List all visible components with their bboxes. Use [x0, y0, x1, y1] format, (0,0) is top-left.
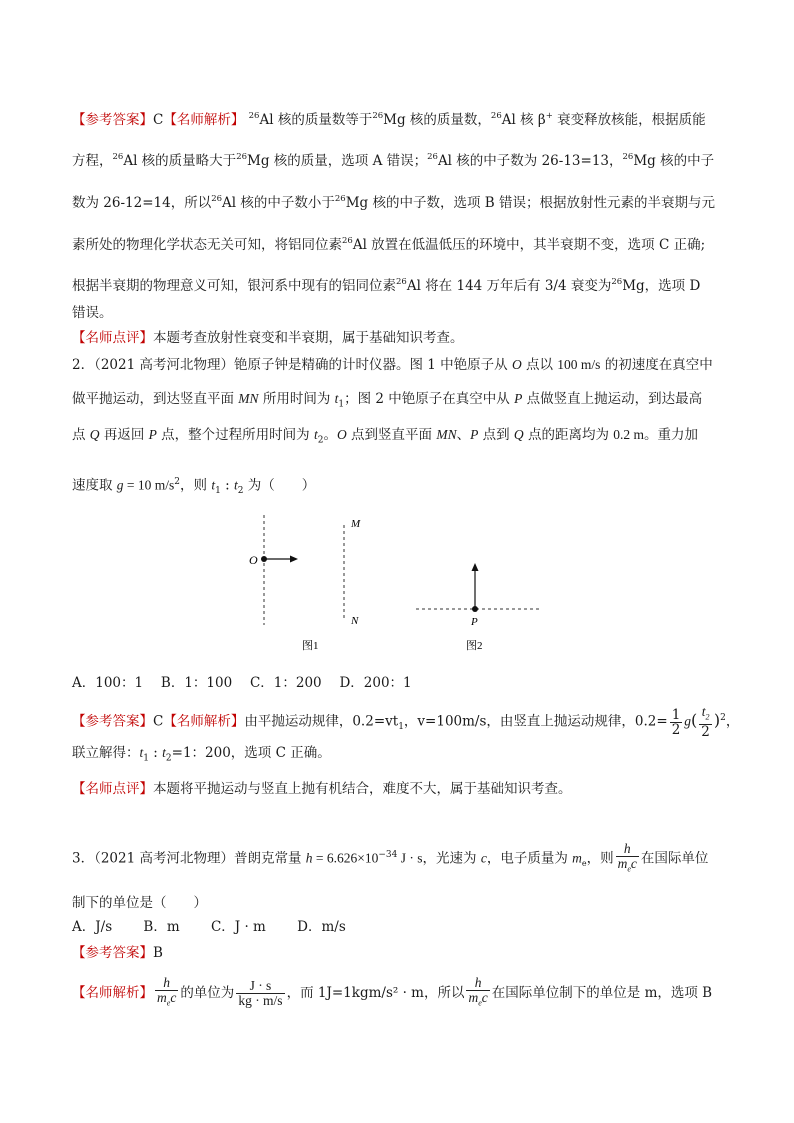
isotope-number: 26: [611, 277, 623, 287]
subscript: 1: [398, 722, 404, 733]
q2-line3: [72, 425, 698, 451]
text: Mg 核的中子数，选项 B 错误；根据放射性元素的半衰期与元: [345, 195, 715, 211]
var: c: [481, 990, 488, 1006]
var: Q: [89, 427, 100, 442]
answer-value: C: [153, 112, 164, 128]
denominator: 2: [671, 721, 681, 738]
arrowhead-up: [472, 563, 479, 571]
numerator: h: [155, 976, 178, 991]
text: 所用时间为: [258, 391, 335, 407]
text: :: [149, 745, 163, 761]
isotope-number: 26: [342, 236, 353, 246]
var: t: [313, 427, 318, 442]
denominator: [155, 991, 178, 1011]
var: MN: [238, 391, 259, 406]
analysis-label: 【名师解析】: [163, 112, 245, 128]
comment-text: 本题将平抛运动与竖直上抛有机结合，难度不大，属于基础知识考查。: [153, 781, 572, 797]
fraction-h-mec: [155, 976, 178, 1011]
fraction-h-mec-2: [466, 976, 489, 1011]
analysis-label: 【名师解析】: [163, 713, 245, 730]
text: 点到竖直平面: [346, 427, 437, 443]
var: m: [572, 850, 582, 866]
text: ，则: [586, 850, 614, 867]
isotope-number: 26: [211, 194, 223, 204]
text: 为（ ）: [243, 477, 316, 494]
comment-text: 本题考查放射性衰变和半衰期，属于基础知识考查。: [153, 330, 464, 346]
isotope-number: 26: [622, 152, 634, 162]
text: Mg 核的中子: [633, 153, 715, 169]
text: 根据半衰期的物理意义可知，银河系中现有的铝同位素: [72, 278, 396, 294]
var: m: [617, 855, 628, 871]
var: Q: [513, 427, 524, 442]
text: Mg 核的质量，选项 A 错误；: [247, 153, 428, 169]
text: 联立解得：: [72, 745, 140, 761]
text: 制下的单位是（ ）: [72, 895, 207, 911]
q3-line2: [72, 893, 207, 913]
superscript: −34: [378, 850, 398, 860]
q1-comment: [72, 328, 464, 348]
text: 2．（2021 高考河北物理）铯原子钟是精确的计时仪器。图 1 中铯原子从: [72, 357, 512, 373]
text: 做平抛运动，到达竖直平面: [72, 391, 239, 407]
numerator: 1: [671, 706, 681, 723]
text: 点做竖直上抛运动，到达最高: [522, 391, 703, 407]
q3-line1: [72, 838, 708, 881]
q1-line3: [72, 189, 715, 213]
text: 点到: [478, 427, 514, 443]
fraction-half: [670, 708, 683, 737]
answer-label: 【参考答案】: [72, 713, 153, 730]
text: ，v=100m/s，由竖直上抛运动规律，0.2=: [403, 713, 668, 730]
q1-line2: [72, 147, 714, 171]
var: t: [211, 477, 216, 493]
answer-label: 【参考答案】: [72, 112, 153, 128]
var: t: [334, 391, 339, 406]
value: 100 m/s: [557, 357, 601, 372]
subscript: e: [478, 998, 482, 1008]
value: 0.2 m: [613, 427, 645, 442]
unit: J · s: [397, 850, 423, 866]
text: 由平抛运动规律，0.2=vt: [244, 713, 399, 730]
q1-line6: [72, 303, 113, 323]
value: = 10 m/s: [123, 477, 175, 493]
q2-answer2: [72, 743, 331, 769]
text: ；图 2 中铯原子在真空中从: [344, 391, 515, 407]
label-m: M: [351, 518, 361, 530]
text: Mg 核的质量数，: [383, 112, 491, 128]
text: 、: [456, 427, 471, 443]
comment-label: 【名师点评】: [72, 781, 153, 797]
isotope-number: 26: [396, 277, 407, 287]
text: =1：200，选项 C 正确。: [171, 745, 331, 761]
text: 点的距离均为: [523, 427, 614, 443]
subscript: e: [166, 998, 171, 1008]
denominator: kg · m/s: [238, 993, 283, 1008]
figure-q2: [230, 510, 560, 660]
text: Al 核的中子数小于: [222, 195, 335, 211]
text: Al 核 β: [501, 112, 546, 128]
text: ，: [725, 713, 740, 730]
text: 3．（2021 高考河北物理）普朗克常量: [72, 850, 306, 867]
options-text: A．100：1 B．1：100 C．1：200 D．200：1: [72, 675, 412, 691]
isotope-number: 26: [112, 152, 124, 162]
text: 衰变释放核能，根据质能: [552, 112, 706, 128]
paren: ): [713, 710, 721, 730]
isotope-number: 26: [236, 152, 248, 162]
fraction-h-mec: [616, 842, 639, 877]
text: :: [220, 477, 234, 494]
text: Mg，选项 D: [622, 278, 701, 294]
var: P: [148, 427, 157, 442]
text: 点: [72, 427, 90, 443]
subscript: 2: [237, 486, 244, 497]
subscript: 1: [338, 399, 345, 410]
var: t: [162, 745, 166, 760]
caption-fig1: 图1: [302, 640, 319, 652]
text: Al 核的质量数等于: [259, 112, 373, 128]
fraction-t2: [699, 705, 712, 740]
var: P: [470, 427, 479, 442]
subscript: 1: [215, 486, 221, 497]
text: 素所处的物理化学状态无关可知，将铝同位素: [72, 237, 342, 253]
q1-line1: [72, 106, 706, 130]
var: t: [701, 703, 706, 719]
label-n: N: [351, 615, 359, 627]
q2-line4: [72, 472, 315, 501]
var: g: [116, 477, 124, 493]
text: 数为 26-12=14，所以: [72, 195, 212, 211]
numerator: [699, 705, 712, 726]
superscript: 2: [720, 713, 726, 723]
q2-options: [72, 673, 412, 693]
text: 错误。: [72, 305, 113, 321]
comment-label: 【名师点评】: [72, 330, 153, 346]
label-o: O: [249, 553, 258, 567]
var: c: [480, 850, 487, 866]
value: = 6.626×10: [312, 850, 379, 866]
text: ，光速为: [422, 850, 481, 867]
q1-line5: [72, 272, 700, 296]
text: 的初速度在真空中: [600, 357, 713, 373]
text: 。: [323, 427, 337, 443]
numerator: h: [466, 976, 489, 991]
var: m: [468, 990, 479, 1006]
denominator: [616, 857, 639, 877]
text: 点，整个过程所用时间为: [156, 427, 314, 443]
subscript: e: [627, 864, 631, 874]
arrowhead-right: [290, 556, 298, 563]
text: 再返回: [99, 427, 149, 443]
numerator: h: [616, 842, 639, 857]
text: Al 将在 144 万年后有 3/4 衰变为: [406, 278, 612, 294]
isotope-number: 26: [490, 111, 502, 121]
var: O: [511, 357, 522, 372]
superscript: 2: [174, 477, 181, 487]
q3-options: [72, 917, 346, 937]
text: 的单位为: [180, 985, 235, 1001]
denominator: 2: [701, 724, 710, 741]
text: 。重力加: [644, 427, 699, 443]
q1-line4: [72, 231, 705, 255]
q3-answer: [72, 943, 163, 963]
var: t: [139, 745, 144, 760]
text: Al 核的质量略大于: [123, 153, 237, 169]
text: 点以: [521, 357, 558, 373]
var: O: [336, 427, 347, 442]
text: ，而 1J=1kgm/s² · m，所以: [286, 985, 465, 1001]
subscript: 1: [143, 753, 149, 764]
paren: (: [691, 710, 698, 730]
var: g: [684, 713, 692, 729]
isotope-number: 26: [427, 152, 438, 162]
numerator: J · s: [236, 979, 284, 994]
superscript: +: [545, 111, 553, 121]
subscript: 2: [165, 753, 172, 764]
text: Al 放置在低温低压的环境中，其半衰期不变，选项 C 正确;: [352, 237, 706, 253]
answer-value: B: [153, 945, 163, 961]
caption-fig2: 图2: [466, 640, 483, 652]
subscript: e: [581, 859, 587, 869]
var: m: [157, 990, 167, 1006]
answer-label: 【参考答案】: [72, 945, 153, 961]
q2-comment: [72, 779, 572, 799]
options-text: A．J/s B．m C．J · m D．m/s: [72, 919, 346, 935]
text: 在国际单位制下的单位是 m，选项 B: [491, 985, 713, 1001]
var: c: [630, 855, 637, 871]
q2-line2: [72, 389, 702, 415]
fraction-unit: [236, 979, 284, 1008]
var: h: [305, 850, 313, 866]
isotope-number: 26: [248, 111, 260, 121]
label-p: P: [471, 616, 478, 628]
var: P: [514, 391, 523, 406]
subscript: 2: [317, 435, 324, 446]
text: ，电子质量为: [486, 850, 573, 867]
text: ，则: [180, 477, 212, 494]
q2-answer: [72, 703, 739, 742]
text: 方程，: [72, 153, 113, 169]
q2-line1: [72, 355, 713, 375]
isotope-number: 26: [334, 194, 346, 204]
text: 在国际单位: [640, 850, 709, 867]
analysis-label: 【名师解析】: [72, 985, 153, 1001]
text: Al 核的中子数为 26-13=13，: [437, 153, 623, 169]
text: 速度取: [72, 477, 117, 494]
var: t: [233, 477, 238, 493]
isotope-number: 26: [372, 111, 384, 121]
var: MN: [436, 427, 457, 442]
var: c: [170, 990, 177, 1006]
subscript: 2: [705, 712, 710, 722]
denominator: [466, 991, 489, 1011]
q3-analysis: [72, 976, 712, 1011]
answer-value: C: [153, 713, 164, 730]
